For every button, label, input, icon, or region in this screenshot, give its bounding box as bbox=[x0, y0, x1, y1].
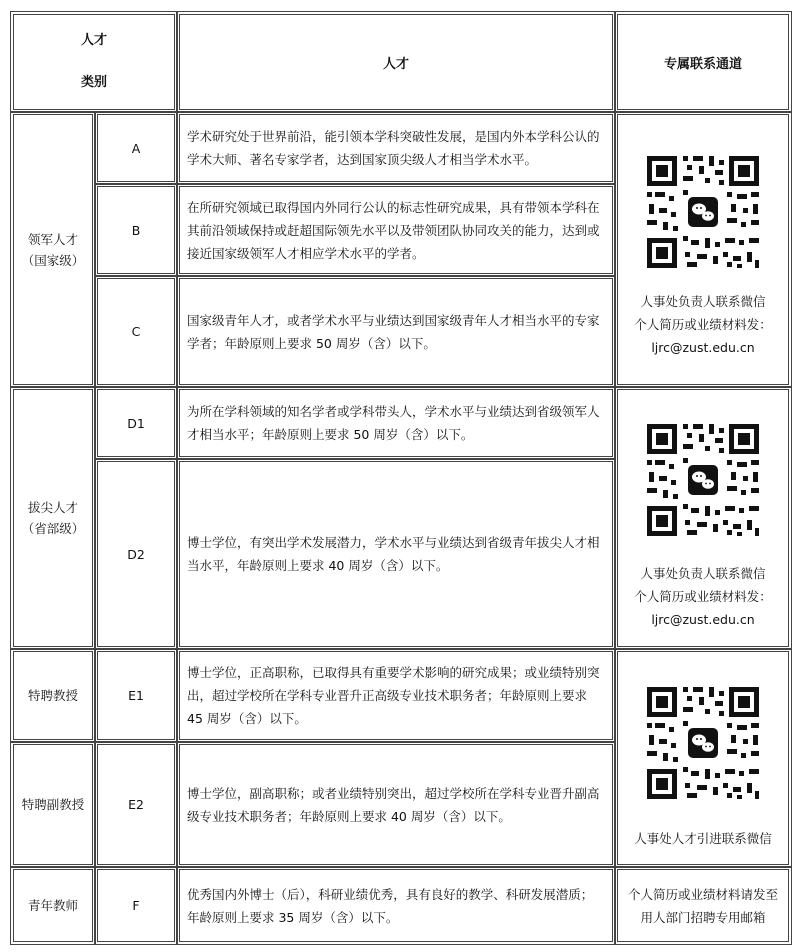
category-leading-talent bbox=[10, 111, 96, 388]
contact-email[interactable]: ljrc@zust.edu.cn bbox=[651, 612, 755, 627]
category-name: 特聘副教授 bbox=[21, 797, 85, 812]
header-category-line2: 类别 bbox=[80, 75, 107, 90]
header-talent-label: 人才 bbox=[382, 56, 409, 72]
category-distinguished-professor bbox=[10, 648, 96, 743]
category-level: （国家级） bbox=[21, 252, 85, 268]
desc-a bbox=[176, 111, 616, 185]
desc-c bbox=[176, 275, 616, 388]
level-d2 bbox=[94, 458, 178, 650]
talent-table bbox=[10, 11, 792, 945]
level-c bbox=[94, 275, 178, 388]
contact-line-2: 个人简历或业绩材料发： bbox=[634, 589, 772, 604]
level-b bbox=[94, 183, 178, 277]
level-e1 bbox=[94, 648, 178, 743]
contact-young-teacher bbox=[614, 866, 792, 945]
category-distinguished-associate-professor bbox=[10, 741, 96, 868]
desc-text: 博士学位，正高职称，已取得具有重要学术影响的研究成果；或业绩特别突出，超过学校所在学科专业晋升正高级专业技术职务者；年龄原则上要求 45 周岁（含）以下。 bbox=[187, 665, 600, 726]
contact-email[interactable]: ljrc@zust.edu.cn bbox=[651, 340, 755, 355]
desc-text: 国家级青年人才，或者学术水平与业绩达到国家级青年人才相当水平的专家学者；年龄原则上要求 50 周岁（含）以下。 bbox=[187, 312, 600, 351]
level-e2 bbox=[94, 741, 178, 868]
desc-d1 bbox=[176, 386, 616, 460]
wechat-qr-code-icon[interactable] bbox=[643, 683, 763, 803]
contact-leading-talent bbox=[614, 111, 792, 388]
contact-top-talent bbox=[614, 386, 792, 650]
category-name: 领军人才 bbox=[27, 231, 78, 247]
level-label: E1 bbox=[128, 688, 144, 703]
level-a bbox=[94, 111, 178, 185]
level-label: A bbox=[131, 140, 141, 156]
desc-text: 在所研究领域已取得国内外同行公认的标志性研究成果，具有带领本学科在其前沿领域保持或赶超国际领先水平以及带领团队协同攻关的能力，达到或接近国家级领军人才相应学术水平的学者。 bbox=[187, 199, 600, 261]
desc-text: 为所在学科领域的知名学者或学科带头人，学术水平与业绩达到省级领军人才相当水平；年龄原则上要求 50 周岁（含）以下。 bbox=[187, 404, 600, 442]
desc-text: 优秀国内外博士（后），科研业绩优秀，具有良好的教学、科研发展潜质；年龄原则上要求 35 周岁（含）以下。 bbox=[187, 886, 594, 925]
level-label: D2 bbox=[127, 546, 145, 562]
desc-f bbox=[176, 866, 616, 945]
desc-e1 bbox=[176, 648, 616, 743]
wechat-qr-code-icon[interactable] bbox=[643, 152, 763, 272]
header-contact-label: 专属联系通道 bbox=[663, 56, 742, 72]
header-category-line1: 人才 bbox=[80, 33, 107, 48]
category-name: 青年教师 bbox=[27, 898, 78, 913]
level-label: B bbox=[131, 222, 141, 238]
contact-line-2: 个人简历或业绩材料发： bbox=[634, 317, 772, 332]
contact-line-1: 人事处负责人联系微信 bbox=[640, 566, 766, 581]
desc-text: 博士学位，有突出学术发展潜力，学术水平与业绩达到省级青年拔尖人才相当水平，年龄原则上要求 40 周岁（含）以下。 bbox=[187, 535, 600, 573]
level-label: C bbox=[131, 324, 141, 339]
category-top-talent bbox=[10, 386, 96, 650]
contact-line-2: 用人部门招聘专用邮箱 bbox=[640, 909, 766, 925]
contact-line-1: 个人简历或业绩材料请发至 bbox=[627, 886, 778, 902]
level-d1 bbox=[94, 386, 178, 460]
wechat-qr-code-icon[interactable] bbox=[643, 420, 763, 540]
desc-text: 博士学位，副高职称；或者业绩特别突出，超过学校所在学科专业晋升副高级专业技术职务者；年龄原则上要求 40 周岁（含）以下。 bbox=[187, 785, 600, 824]
desc-e2 bbox=[176, 741, 616, 868]
header-talent bbox=[176, 11, 616, 113]
header-category bbox=[10, 11, 178, 113]
category-name: 特聘教授 bbox=[27, 688, 78, 703]
category-name: 拔尖人才 bbox=[27, 500, 78, 515]
contact-distinguished bbox=[614, 648, 792, 868]
desc-d2 bbox=[176, 458, 616, 650]
contact-line-1: 人事处负责人联系微信 bbox=[640, 294, 766, 309]
level-label: F bbox=[132, 898, 140, 913]
desc-text: 学术研究处于世界前沿，能引领本学科突破性发展，是国内外本学科公认的学术大师、著名专家学者，达到国家顶尖级人才相当学术水平。 bbox=[187, 129, 600, 167]
category-level: （省部级） bbox=[21, 521, 85, 536]
contact-line-1: 人事处人才引进联系微信 bbox=[634, 831, 772, 846]
level-label: D1 bbox=[127, 415, 145, 431]
header-contact bbox=[614, 11, 792, 113]
desc-b bbox=[176, 183, 616, 277]
level-label: E2 bbox=[128, 797, 144, 812]
category-young-teacher bbox=[10, 866, 96, 945]
level-f bbox=[94, 866, 178, 945]
